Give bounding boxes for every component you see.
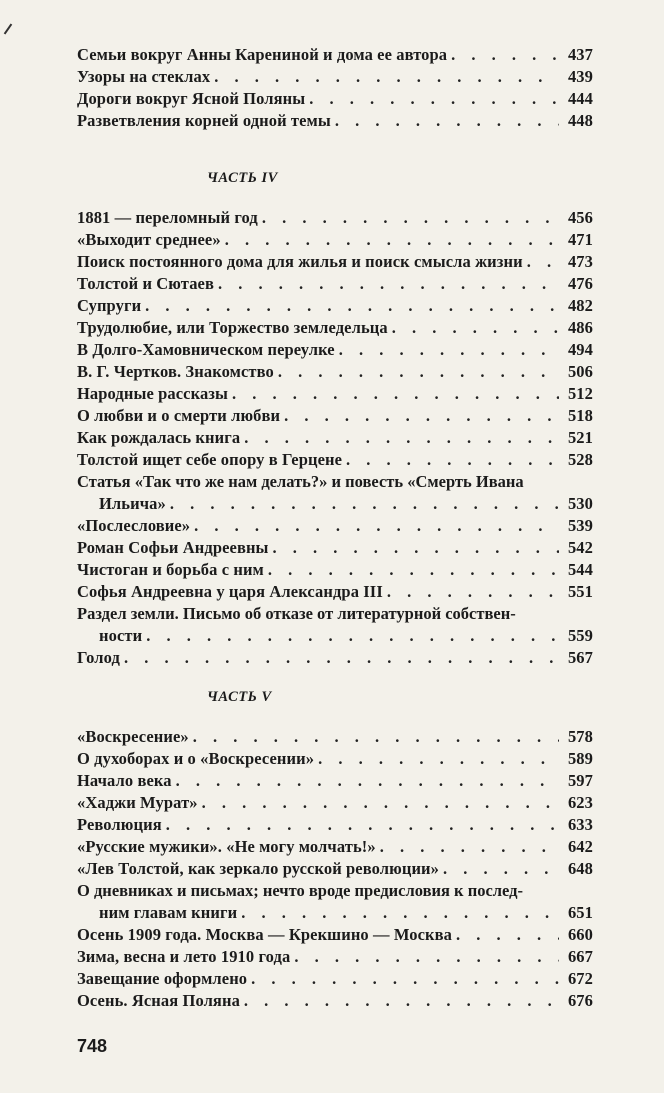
- toc-entry-title: Роман Софьи Андреевны: [77, 538, 269, 557]
- leader-dots: [244, 427, 559, 449]
- toc-page-number: 521: [567, 428, 593, 447]
- toc-entry-line2: Ильича»: [99, 494, 166, 513]
- leader-dots: [202, 792, 559, 814]
- toc-entry: [77, 66, 593, 88]
- leader-dots: [176, 770, 559, 792]
- leader-dots: [268, 559, 559, 581]
- leader-dots: [232, 383, 559, 405]
- toc-entry-title: Софья Андреевна у царя Александра III: [77, 582, 383, 601]
- toc-entry: [77, 110, 593, 132]
- toc-page-number: 486: [567, 318, 593, 337]
- toc-entry-title: Осень. Ясная Поляна: [77, 991, 240, 1010]
- leader-dots: [146, 625, 559, 647]
- leader-dots: [241, 902, 559, 924]
- toc-page-number: 642: [567, 837, 593, 856]
- toc-page-number: 444: [567, 89, 593, 108]
- toc-page-number: 544: [567, 560, 593, 579]
- toc-entry-title: «Выходит среднее»: [77, 230, 221, 249]
- toc-entry-title: О любви и о смерти любви: [77, 406, 281, 425]
- toc-page-number: 518: [567, 406, 593, 425]
- toc-group-part5-b: [77, 924, 593, 1012]
- toc-page-number: 528: [567, 450, 593, 469]
- toc-entry: [77, 88, 593, 110]
- toc-entry-title: В. Г. Чертков. Знакомство: [77, 362, 274, 381]
- toc-page-number: 439: [567, 67, 593, 86]
- toc-entry-title: «Лев Толстой, как зеркало русской революции»: [77, 859, 440, 878]
- toc-entry: [77, 748, 593, 770]
- table-of-contents: [77, 44, 593, 1012]
- toc-entry-title: Толстой и Сютаев: [77, 274, 214, 293]
- leader-dots: [339, 339, 559, 361]
- leader-dots: [218, 273, 559, 295]
- leader-dots: [145, 295, 559, 317]
- page-number-folio: 748: [77, 1036, 108, 1056]
- toc-entry-title: Начало века: [77, 771, 172, 790]
- margin-mark: [4, 24, 13, 35]
- toc-entry-title: Завещание оформлено: [77, 969, 248, 988]
- leader-dots: [318, 748, 559, 770]
- toc-entry-line1: Раздел земли. Письмо об отказе от литературной собствен-: [77, 604, 516, 623]
- leader-dots: [284, 405, 559, 427]
- toc-page-number: 651: [567, 903, 593, 922]
- leader-dots: [387, 581, 559, 603]
- toc-entry: [77, 339, 593, 361]
- toc-entry: [77, 968, 593, 990]
- leader-dots: [170, 493, 559, 515]
- toc-entry-title: О духоборах и о «Воскресении»: [77, 749, 315, 768]
- toc-entry-title: Революция: [77, 815, 162, 834]
- toc-entry-title: Дороги вокруг Ясной Поляны: [77, 89, 306, 108]
- toc-entry: [77, 361, 593, 383]
- toc-entry: [77, 581, 593, 603]
- toc-entry-title: Поиск постоянного дома для жилья и поиск смысла жизни: [77, 252, 523, 271]
- toc-group-part4-b: [77, 515, 593, 603]
- toc-entry-title: Узоры на стеклах: [77, 67, 211, 86]
- toc-entry: [77, 427, 593, 449]
- toc-entry-title: Семьи вокруг Анны Карениной и дома ее автора: [77, 45, 448, 64]
- leader-dots: [443, 858, 559, 880]
- toc-page-number: 476: [567, 274, 593, 293]
- leader-dots: [294, 946, 559, 968]
- toc-entry: [77, 792, 593, 814]
- toc-group-part4-c: [77, 647, 593, 669]
- leader-dots: [124, 647, 559, 669]
- toc-page-number: 473: [567, 252, 593, 271]
- toc-entry-title: Зима, весна и лето 1910 года: [77, 947, 291, 966]
- toc-page-number: 448: [567, 111, 593, 130]
- leader-dots: [451, 44, 559, 66]
- toc-page-number: 512: [567, 384, 593, 403]
- leader-dots: [244, 990, 559, 1012]
- section-heading-part-4: ЧАСТЬ IV: [207, 170, 278, 186]
- toc-page-number: 530: [567, 494, 593, 513]
- toc-entry: [77, 229, 593, 251]
- toc-entry: [77, 946, 593, 968]
- toc-entry: [77, 770, 593, 792]
- toc-group-part5-a: [77, 726, 593, 880]
- toc-entry: [77, 273, 593, 295]
- toc-page-number: 648: [567, 859, 593, 878]
- toc-page-number: 494: [567, 340, 593, 359]
- toc-entry-line1: О дневниках и письмах; нечто вроде предисловия к послед-: [77, 881, 523, 900]
- toc-entry-land-division: [77, 603, 593, 647]
- toc-entry: [77, 383, 593, 405]
- toc-entry-title: Толстой ищет себе опору в Герцене: [77, 450, 343, 469]
- toc-entry-title: Чистоган и борьба с ним: [77, 560, 264, 579]
- toc-entry-title: Осень 1909 года. Москва — Крекшино — Москва: [77, 925, 453, 944]
- toc-entry-title: 1881 — переломный год: [77, 208, 258, 227]
- toc-entry-title: Разветвления корней одной темы: [77, 111, 331, 130]
- toc-entry: [77, 814, 593, 836]
- toc-entry: [77, 251, 593, 273]
- toc-entry-diaries: [77, 880, 593, 924]
- toc-page-number: 471: [567, 230, 593, 249]
- leader-dots: [225, 229, 559, 251]
- toc-entry: [77, 317, 593, 339]
- toc-entry: [77, 858, 593, 880]
- toc-entry-title: «Хаджи Мурат»: [77, 793, 198, 812]
- toc-entry-title: Голод: [77, 648, 120, 667]
- toc-entry: [77, 647, 593, 669]
- toc-page-number: 482: [567, 296, 593, 315]
- leader-dots: [262, 207, 559, 229]
- toc-entry-ivan-ilyich: [77, 471, 593, 515]
- toc-entry-title: Супруги: [77, 296, 142, 315]
- toc-entry: [77, 295, 593, 317]
- toc-page-number: 660: [567, 925, 593, 944]
- leader-dots: [335, 110, 559, 132]
- toc-entry: [77, 990, 593, 1012]
- toc-page-number: 589: [567, 749, 593, 768]
- toc-entry-title: «Воскресение»: [77, 727, 189, 746]
- toc-entry-line2: ним главам книги: [99, 903, 238, 922]
- toc-page-number: 437: [567, 45, 593, 64]
- toc-page-number: 578: [567, 727, 593, 746]
- toc-page-number: 559: [567, 626, 593, 645]
- leader-dots: [194, 515, 559, 537]
- leader-dots: [214, 66, 559, 88]
- toc-entry: [77, 449, 593, 471]
- toc-entry: [77, 836, 593, 858]
- toc-entry: [77, 726, 593, 748]
- toc-page-number: 676: [567, 991, 593, 1010]
- toc-entry-title: «Русские мужики». «Не могу молчать!»: [77, 837, 376, 856]
- toc-entry-title: Трудолюбие, или Торжество земледельца: [77, 318, 388, 337]
- toc-page-number: 672: [567, 969, 593, 988]
- toc-entry-line1: Статья «Так что же нам делать?» и повесть «Смерть Ивана: [77, 472, 524, 491]
- toc-entry-line2: ности: [99, 626, 143, 645]
- leader-dots: [527, 251, 559, 273]
- toc-page-number: 667: [567, 947, 593, 966]
- section-heading-part-5: ЧАСТЬ V: [207, 689, 272, 705]
- leader-dots: [251, 968, 559, 990]
- toc-page-number: 597: [567, 771, 593, 790]
- leader-dots: [273, 537, 559, 559]
- toc-entry: [77, 207, 593, 229]
- toc-entry: [77, 405, 593, 427]
- leader-dots: [193, 726, 559, 748]
- leader-dots: [309, 88, 559, 110]
- toc-entry-title: Народные рассказы: [77, 384, 229, 403]
- toc-entry: [77, 515, 593, 537]
- toc-entry: [77, 537, 593, 559]
- toc-group-part4-a: [77, 207, 593, 471]
- leader-dots: [456, 924, 559, 946]
- toc-page-number: 542: [567, 538, 593, 557]
- toc-page-number: 551: [567, 582, 593, 601]
- toc-page-number: 567: [567, 648, 593, 667]
- toc-entry-title: В Долго-Хамовническом переулке: [77, 340, 335, 359]
- toc-page-number: 456: [567, 208, 593, 227]
- leader-dots: [346, 449, 559, 471]
- toc-entry-title: Как рождалась книга: [77, 428, 241, 447]
- leader-dots: [380, 836, 559, 858]
- leader-dots: [392, 317, 559, 339]
- leader-dots: [166, 814, 559, 836]
- toc-group-top: [77, 44, 593, 132]
- toc-page-number: 633: [567, 815, 593, 834]
- toc-entry: [77, 924, 593, 946]
- toc-entry-title: «Послесловие»: [77, 516, 191, 535]
- toc-page-number: 506: [567, 362, 593, 381]
- toc-page-number: 539: [567, 516, 593, 535]
- toc-page-number: 623: [567, 793, 593, 812]
- toc-entry: [77, 44, 593, 66]
- toc-entry: [77, 559, 593, 581]
- leader-dots: [278, 361, 559, 383]
